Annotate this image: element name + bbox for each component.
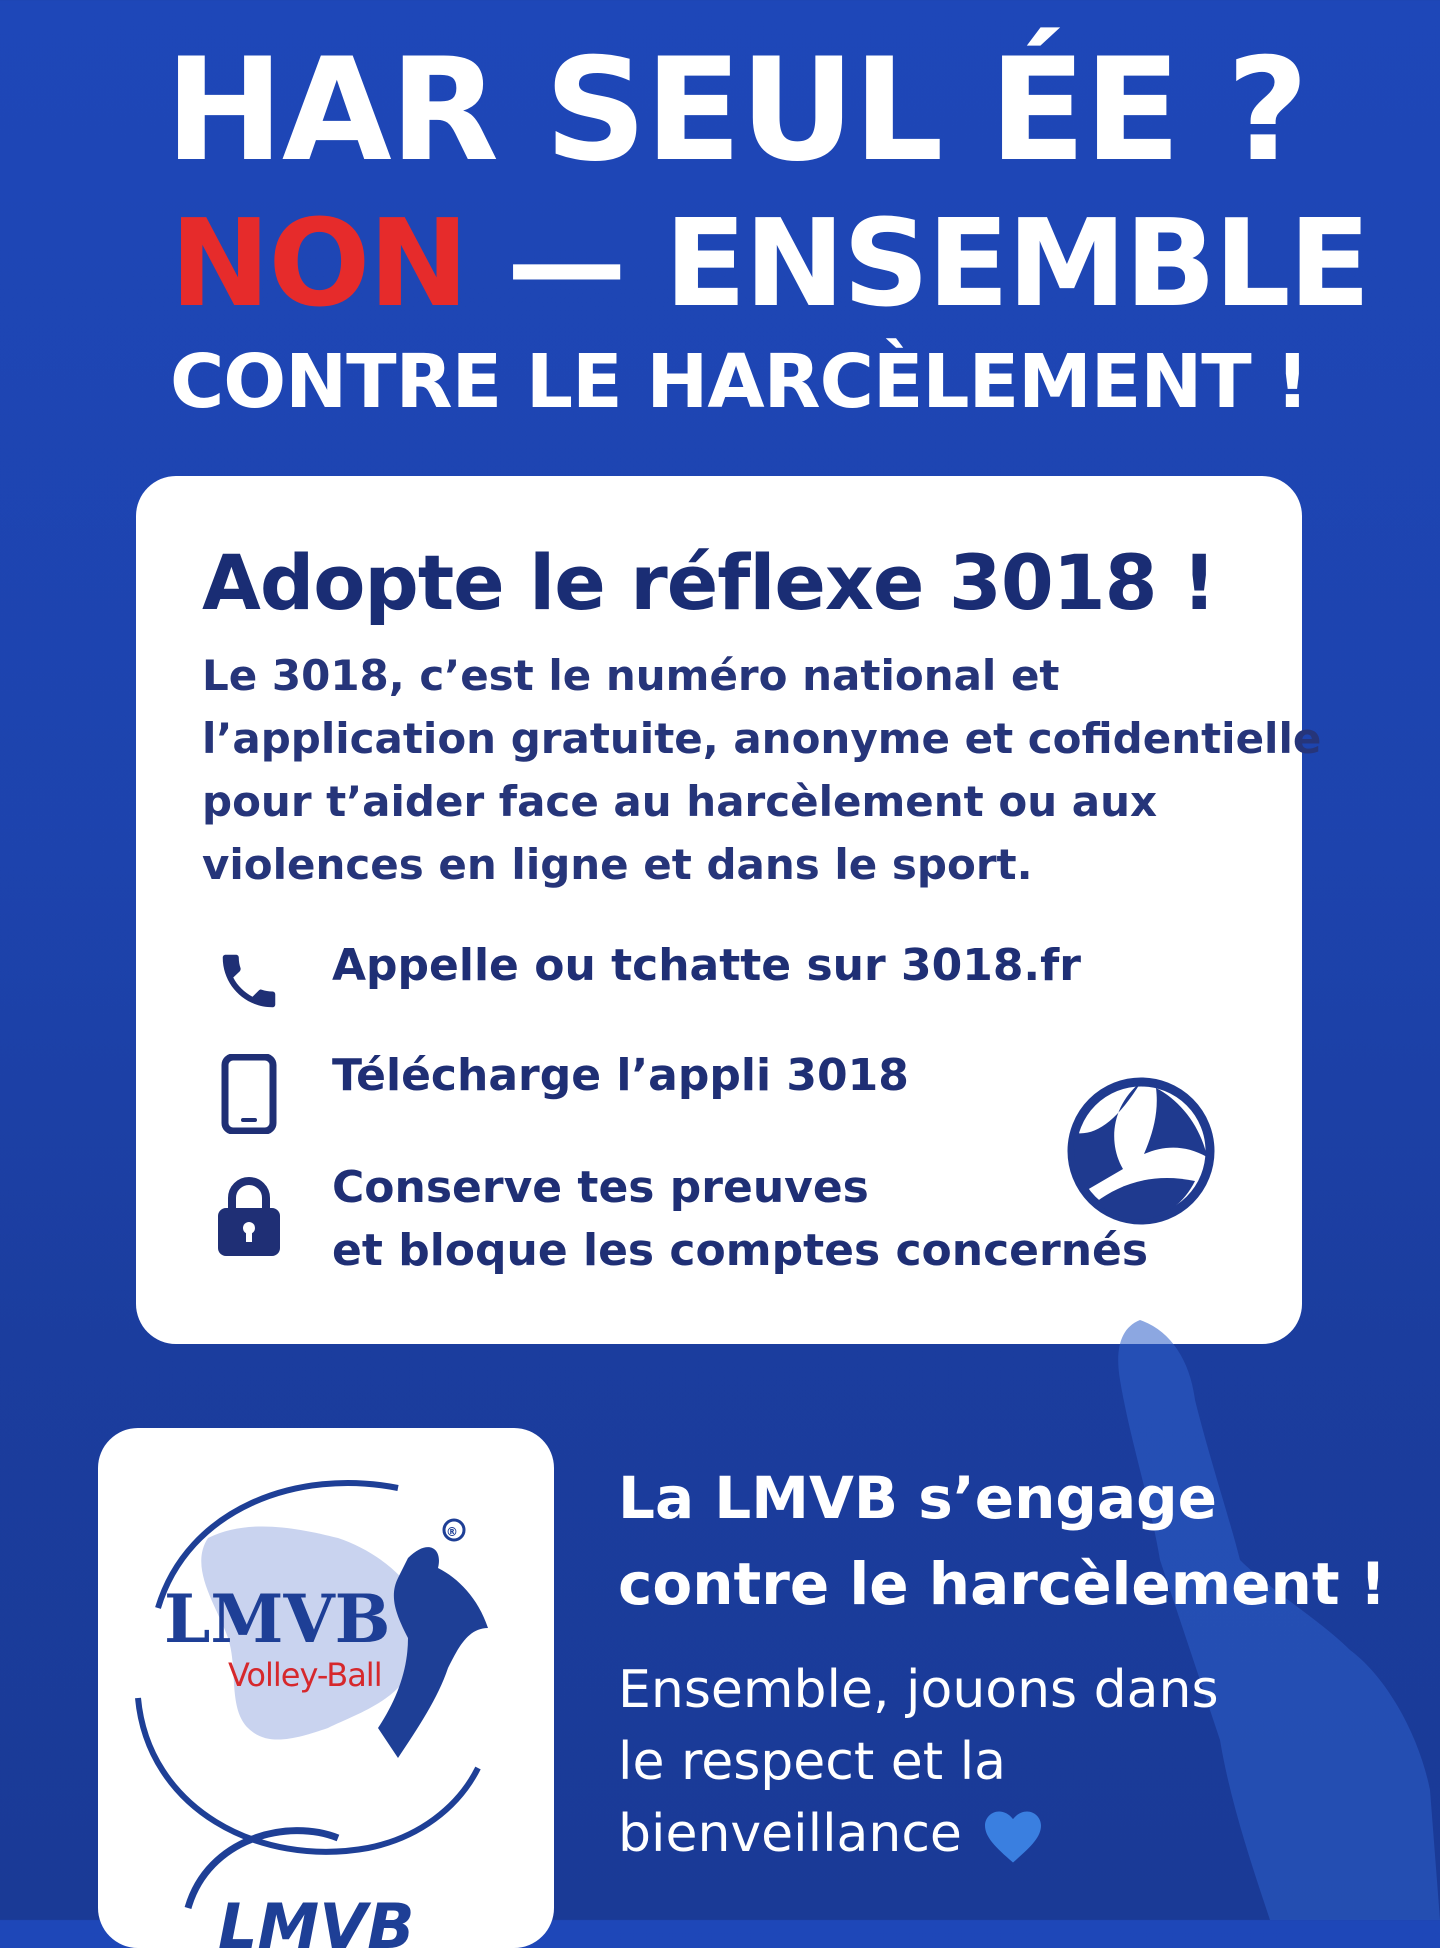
card-title: Adopte le réflexe 3018 !	[202, 538, 1216, 627]
description-line: Le 3018, c’est le numéro national et	[202, 651, 1060, 700]
logo-name-2: LMVB	[218, 1890, 415, 1948]
volleyball-icon	[1066, 1076, 1216, 1226]
engagement-message	[618, 1654, 1318, 1870]
headline-ensemble: — ENSEMBLE	[466, 195, 1369, 334]
logo-name: LMVB	[164, 1580, 391, 1658]
headline-line-1: HAR SEUL ÉE ?	[165, 28, 1307, 193]
lmvb-logo-card	[98, 1428, 554, 1948]
lock-icon	[214, 1176, 284, 1256]
engagement-title-line: contre le harcèlement !	[618, 1550, 1387, 1618]
card-description	[202, 644, 1322, 896]
description-line: pour t’aider face au harcèlement ou aux	[202, 777, 1158, 826]
tip-evidence-line: Conserve tes preuves	[332, 1162, 869, 1213]
lmvb-logo	[98, 1428, 554, 1948]
headline-non: NON	[170, 195, 467, 334]
headline-line-2	[170, 195, 1440, 334]
tip-evidence-text	[332, 1156, 1148, 1282]
tip-download-text: Télécharge l’appli 3018	[332, 1050, 909, 1101]
info-card	[136, 476, 1322, 1344]
smartphone-icon	[214, 1054, 284, 1134]
tip-call-text: Appelle ou tchatte sur 3018.fr	[332, 940, 1081, 991]
logo-sub: Volley-Ball	[228, 1656, 382, 1694]
engagement-line: bienveillance	[618, 1804, 962, 1864]
engagement-title-line: La LMVB s’engage	[618, 1464, 1217, 1532]
tip-call	[214, 940, 1081, 1021]
registered-mark: ®	[446, 1525, 458, 1539]
tip-evidence-line: et bloque les comptes concernés	[332, 1225, 1149, 1276]
engagement-line-3	[618, 1798, 1318, 1870]
phone-icon	[214, 941, 284, 1021]
tip-evidence	[214, 1162, 1149, 1276]
heart-icon	[982, 1809, 1044, 1865]
headline-line-3: CONTRE LE HARCÈLEMENT !	[170, 339, 1309, 425]
engagement-line: Ensemble, jouons dans	[618, 1660, 1219, 1720]
tip-download	[214, 1050, 909, 1134]
description-line: l’application gratuite, anonyme et cofidentielle	[202, 714, 1322, 763]
engagement-line: le respect et la	[618, 1732, 1007, 1792]
engagement-title	[618, 1455, 1398, 1627]
description-line: violences en ligne et dans le sport.	[202, 840, 1033, 889]
